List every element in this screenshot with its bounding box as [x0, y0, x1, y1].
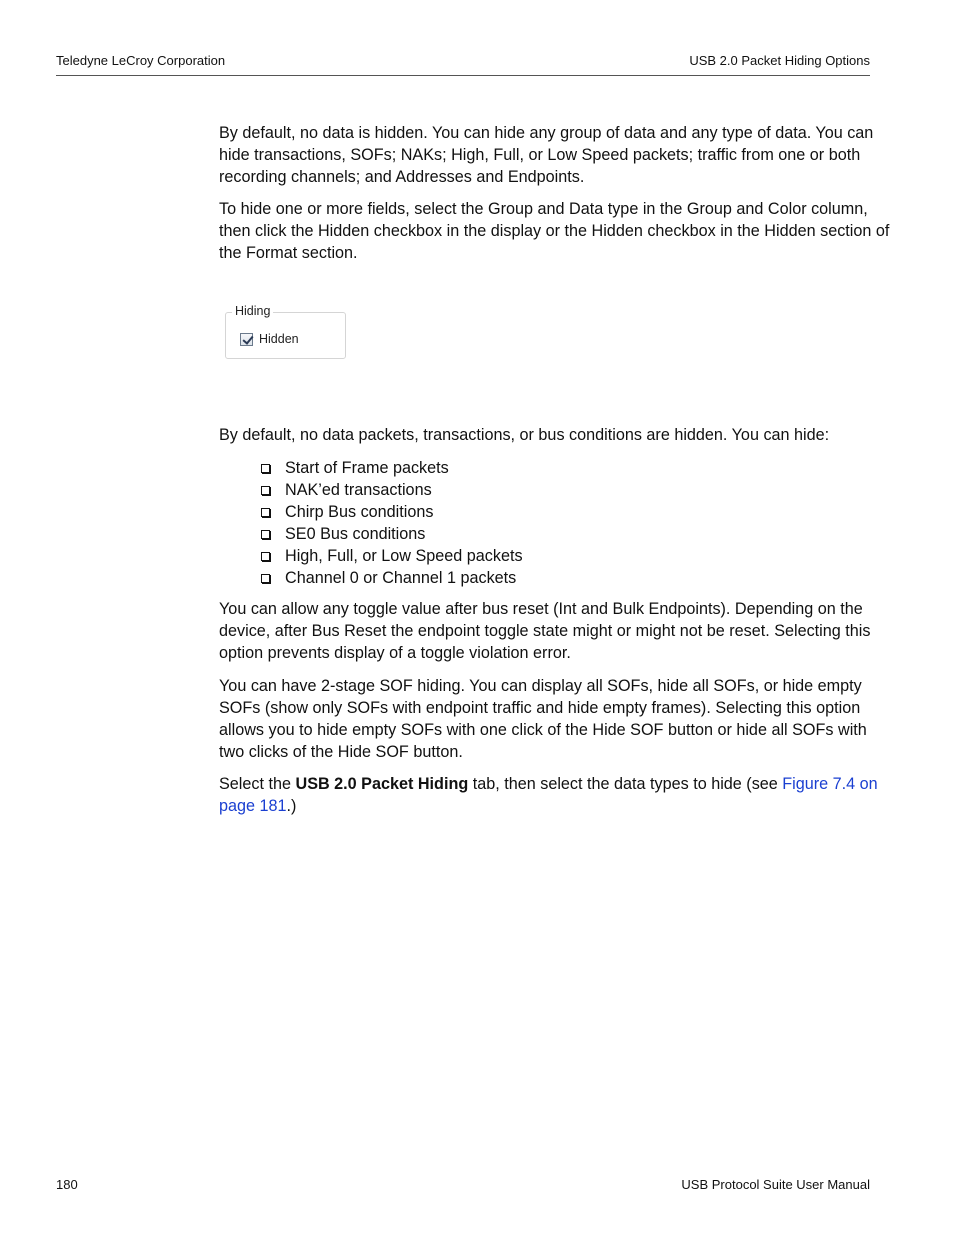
- tab-name: USB 2.0 Packet Hiding: [295, 775, 469, 793]
- list-item: Chirp Bus conditions: [259, 501, 523, 523]
- header-section-title: USB 2.0 Packet Hiding Options: [689, 53, 870, 68]
- bullet-box-icon: [261, 574, 270, 583]
- list-item: High, Full, or Low Speed packets: [259, 545, 523, 567]
- toggle-value-paragraph: You can allow any toggle value after bus reset (Int and Bulk Endpoints). Depending on the device, after Bus Reset the endpoint toggle state might or might not be reset. Selecting this option prevents display of a toggle violation error.: [219, 600, 871, 662]
- bullet-box-icon: [261, 530, 270, 539]
- hiding-groupbox: [225, 304, 346, 359]
- hidden-checkbox-label: Hidden: [259, 332, 299, 346]
- page-header: [56, 53, 870, 76]
- list-item: Channel 0 or Channel 1 packets: [259, 567, 523, 589]
- list-item: SE0 Bus conditions: [259, 523, 523, 545]
- hiding-groupbox-legend: Hiding: [232, 304, 273, 318]
- bullet-box-icon: [261, 508, 270, 517]
- bullet-box-icon: [261, 464, 270, 473]
- select-tab-paragraph: Select the USB 2.0 Packet Hiding tab, then select the data types to hide (see Figure 7.4 on page 181.): [219, 775, 878, 815]
- sof-hiding-paragraph: You can have 2-stage SOF hiding. You can display all SOFs, hide all SOFs, or hide empty SOFs (show only SOFs with endpoint traffic and hide empty frames). Selecting this option allows you to hide empty SOFs with one click of the Hide SOF button or hide all SOFs with two clicks of the Hide SOF button.: [219, 677, 867, 761]
- header-company: Teledyne LeCroy Corporation: [56, 53, 226, 68]
- hideable-items-list: [259, 457, 523, 589]
- hidden-checkbox[interactable]: [240, 333, 253, 346]
- bullet-box-icon: [261, 552, 270, 561]
- bullet-box-icon: [261, 486, 270, 495]
- list-item: Start of Frame packets: [259, 457, 523, 479]
- footer-manual-title: USB Protocol Suite User Manual: [681, 1177, 870, 1192]
- page-footer: [56, 1177, 870, 1197]
- list-item: NAK’ed transactions: [259, 479, 523, 501]
- hide-fields-paragraph: To hide one or more fields, select the Group and Data type in the Group and Color column, then click the Hidden checkbox in the display or the Hidden checkbox in the Hidden section of the Format section.: [219, 200, 890, 262]
- figure-reference-link[interactable]: Figure 7.4 on page 181: [219, 775, 878, 815]
- page-number: 180: [56, 1177, 78, 1192]
- default-hidden-paragraph: By default, no data packets, transactions, or bus conditions are hidden. You can hide:: [219, 426, 830, 444]
- hidden-checkbox-row[interactable]: [240, 332, 299, 346]
- intro-paragraph: By default, no data is hidden. You can hide any group of data and any type of data. You can hide transactions, SOFs; NAKs; High, Full, or Low Speed packets; traffic from one or both recording channels; and Addresses and Endpoints.: [219, 124, 874, 186]
